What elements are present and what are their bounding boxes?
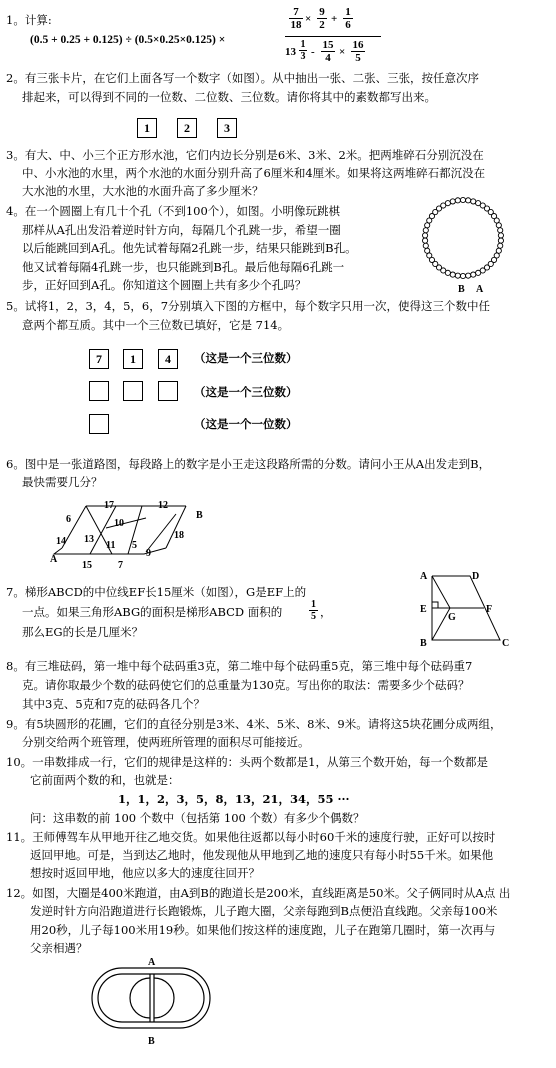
road-9: 9: [146, 548, 151, 559]
hole: [460, 273, 465, 278]
q1-num-a: 7: [293, 6, 299, 18]
trap-label-f: F: [486, 604, 493, 615]
q7-line2-tail: ，: [320, 605, 332, 619]
trap-label-c: C: [502, 638, 510, 649]
q2-line2: 排起来，可以得到不同的一位数、二位数、三位数。请你将其中的素数都写出来。: [22, 90, 436, 104]
q10-line3: 问：这串数的前 100 个数中（包括第 100 个数）有多少个偶数？: [30, 811, 365, 825]
q1-plus: +: [331, 13, 338, 25]
hole: [455, 198, 460, 203]
q3-line1: 3。有大、中、小三个正方形水池，它们内边长分别是6米、3米、2米。把两堆碎石分别沉没在: [6, 148, 484, 162]
q10-line2: 它前面两个数的和，也就是：: [30, 773, 180, 787]
q5-box-r2c1: [89, 381, 109, 401]
q12-line1: 12。如图，大圈是400米跑道，由A到B的跑道长是200米，直线距离是50米。父子俩同时从A点 出: [6, 886, 511, 900]
q1-den-a: 18: [290, 19, 302, 31]
q5-row2-note: （这是一个三位数）: [194, 385, 298, 399]
q10-line1: 10。一串数排成一行，它们的规律是这样的：头两个数都是1，从第三个数开始，每一个数都是: [6, 755, 488, 769]
q1-num-d: 15: [322, 39, 334, 51]
track-figure: [86, 956, 216, 1048]
q4-line3: 以后能跳回到A孔。他先试着每隔2孔跳一步，结果只能跳到B孔。: [22, 241, 357, 255]
q8-line3: 其中3克、5克和7克的砝码各几个？: [22, 697, 205, 711]
hole-label-b: B: [458, 284, 465, 295]
hole: [498, 238, 503, 243]
q1-minus: -: [311, 46, 315, 58]
q1-num-c: 1: [345, 6, 351, 18]
q4-line4: 他又试着每隔4孔跳一步，也只能跳到B孔。最后他每隔6孔跳一: [22, 260, 345, 274]
hole: [450, 199, 455, 204]
q1-times1: ×: [305, 13, 312, 25]
road-10: 10: [114, 518, 124, 529]
hole: [498, 228, 503, 233]
q1-num-e: 16: [352, 39, 364, 51]
q1-num-b: 9: [319, 6, 325, 18]
q1-den-e: 5: [351, 51, 365, 64]
q5-box-r2c2: [123, 381, 143, 401]
q1-den-b: 2: [317, 18, 327, 31]
hole: [422, 238, 427, 243]
q11-line1: 11。王师傅驾车从甲地开往乙地交货。如果他往返都以每小时60千米的速度行驶，正好可以按时: [6, 830, 496, 844]
trap-label-b: B: [420, 638, 427, 649]
road-14: 14: [56, 536, 66, 547]
q6-line2: 最快需要几分？: [22, 475, 103, 489]
q2-line1: 2。有三张卡片，在它们上面各写一个数字（如图）。从中抽出一张、二张、三张，按任意次序: [6, 71, 480, 85]
q5-box-r2c3: [158, 381, 178, 401]
q11-line2: 返回甲地。可是，当到达乙地时，他发现他从甲地到乙地的速度只有每小时55千米。如果他: [30, 848, 494, 862]
q10-sequence: 1，1，2，3，5，8，13，21，34，55 ···: [118, 792, 350, 806]
q5-box-r1c2: 1: [123, 349, 143, 369]
q1-mixed-whole: 13: [285, 46, 296, 58]
q1-den-d: 4: [321, 51, 335, 64]
q1-mixed-den: 3: [300, 51, 306, 62]
hole: [498, 243, 503, 248]
trap-label-a: A: [420, 571, 428, 582]
q12-line4: 父亲相遇？: [30, 941, 88, 955]
q4-line2: 那样从A孔出发沿着逆时针方向，每隔几个孔跳一步，希望一圈: [22, 223, 341, 237]
hole: [445, 201, 450, 206]
road-15: 15: [82, 560, 92, 571]
q8-line1: 8。有三堆砝码，第一堆中每个砝码重3克，第二堆中每个砝码重5克，第三堆中每个砝码重7: [6, 659, 473, 673]
hole: [498, 233, 503, 238]
road-point-b: B: [196, 510, 203, 521]
hole: [423, 228, 428, 233]
road-17: 17: [104, 500, 114, 511]
q5-line1: 5。试将1，2，3，4，5，6，7分别填入下图的方框中，每个数字只用一次，使得这三个数中任: [6, 299, 491, 313]
q1-label: 1。计算:: [6, 13, 52, 27]
q7-line3: 那么EG的长是几厘米？: [22, 625, 144, 639]
q7-line2: 一点。如果三角形ABG的面积是梯形ABCD 面积的: [22, 605, 283, 619]
hole: [460, 197, 465, 202]
hole-circle-figure: [418, 196, 508, 296]
q3-line3: 大水池的水里，大水池的水面升高了多少厘米？: [22, 184, 264, 198]
q4-line5: 步，正好回到A孔。你知道这个圆圈上共有多少个孔吗？: [22, 278, 307, 292]
road-13: 13: [84, 534, 94, 545]
hole: [466, 273, 471, 278]
road-6: 6: [66, 514, 71, 525]
q5-box-r3c1: [89, 414, 109, 434]
hole: [471, 272, 476, 277]
q1-expression: (0.5 + 0.25 + 0.125) ÷ (0.5×0.25×0.125) ×: [30, 34, 226, 46]
hole: [450, 272, 455, 277]
q3-line2: 中、小水池的水里，两个水池的水面分别升高了6厘米和4厘米。如果将这两堆碎石都沉没在: [22, 166, 486, 180]
holes-group: [422, 197, 503, 278]
hole-label-a: A: [476, 284, 484, 295]
trap-label-d: D: [472, 571, 480, 582]
q7-frac-num: 1: [311, 599, 316, 610]
q1-times2: ×: [339, 46, 346, 58]
q9-line2: 分别交给两个班管理，使两班所管理的面积尽可能接近。: [22, 735, 310, 749]
trap-label-e: E: [420, 604, 427, 615]
q12-line3: 用20秒，儿子每100米用19秒。如果他们按这样的速度跑，儿子在跑第几圈时，第一次再与: [30, 923, 496, 937]
q6-line1: 6。图中是一张道路图，每段路上的数字是小王走这段路所需的分数。请问小王从A出发走到B，: [6, 457, 491, 471]
q1-mixed-num: 1: [300, 39, 306, 50]
q8-line2: 克。请你取最少个数的砝码使它们的总重量为130克。写出你的取法：需要多少个砝码？: [22, 678, 470, 692]
road-map-figure: [46, 498, 216, 574]
q7-line1: 7。梯形ABCD的中位线EF长15厘米（如图），G是EF上的: [6, 585, 307, 599]
trapezoid-figure: [418, 568, 518, 650]
hole: [471, 199, 476, 204]
q1-den-c: 6: [343, 18, 353, 31]
road-point-a: A: [50, 554, 58, 565]
hole: [455, 273, 460, 278]
q1-complex-fraction: [285, 4, 385, 68]
hole: [476, 270, 481, 275]
hole: [425, 248, 430, 253]
card-3: 3: [217, 118, 237, 138]
hole: [422, 233, 427, 238]
q9-line1: 9。有5块圆形的花圃，它们的直径分别是3米、4米、5米、8米、9米。请将这5块花圃分成两组，: [6, 717, 502, 731]
q5-line2: 意两个都互质。其中一个三位数已填好，它是 714。: [22, 318, 290, 332]
road-7: 7: [118, 560, 123, 571]
q5-row1-note: （这是一个三位数）: [194, 351, 298, 365]
hole: [466, 198, 471, 203]
q11-line3: 想按时返回甲地，他应以多大的速度往回开？: [30, 866, 260, 880]
hole: [496, 223, 501, 228]
q12-line2: 发逆时针方向沿跑道进行长跑锻炼，儿子跑大圈，父亲每跑到B点便沿直线跑。父亲每100米: [30, 904, 498, 918]
q4-line1: 4。在一个圆圈上有几十个孔（不到100个），如图。小明像玩跳棋: [6, 204, 341, 218]
trap-label-g: G: [448, 612, 456, 623]
q1-main-bar: [285, 36, 381, 37]
q5-box-r1c1: 7: [89, 349, 109, 369]
road-12: 12: [158, 500, 168, 511]
q7-frac-den: 5: [311, 611, 316, 622]
track-label-a: A: [148, 957, 156, 968]
track-label-b: B: [148, 1036, 155, 1047]
card-2: 2: [177, 118, 197, 138]
road-5: 5: [132, 540, 137, 551]
hole: [423, 243, 428, 248]
card-1: 1: [137, 118, 157, 138]
q5-box-r1c3: 4: [158, 349, 178, 369]
road-11: 11: [106, 540, 116, 551]
road-18: 18: [174, 530, 184, 541]
q5-row3-note: （这是一个一位数）: [194, 417, 298, 431]
